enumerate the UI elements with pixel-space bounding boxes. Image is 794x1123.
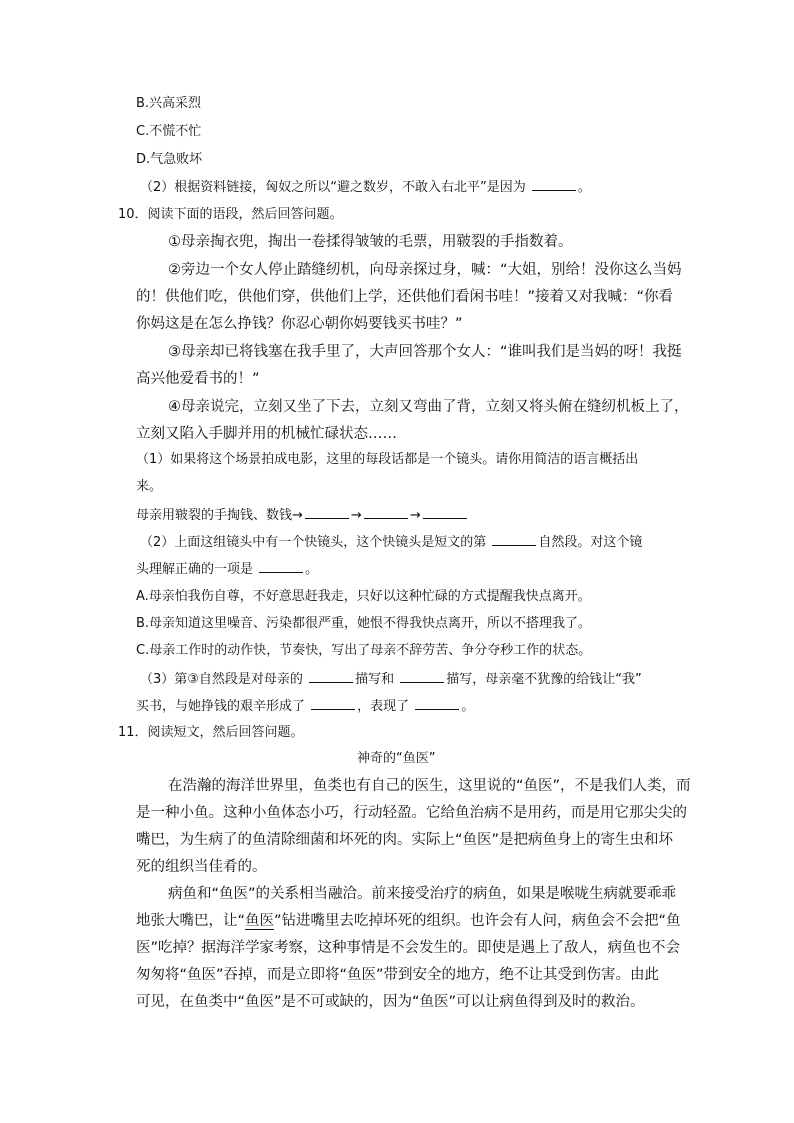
answer-blank[interactable] <box>305 506 349 519</box>
q10-sub2-line <box>140 533 642 552</box>
article-title: 神奇的“鱼医” <box>357 751 436 766</box>
sub3-text: 描写，母亲毫不犹豫的给钱让“我” <box>446 672 642 687</box>
q10-sub3-line <box>140 670 642 689</box>
q11-paragraph-1-line: 是一种小鱼。这种小鱼体态小巧，行动轻盈。它给鱼治病不是用药，而是用它那尖尖的 <box>136 805 687 821</box>
q10-sub1-line: 来。 <box>136 479 163 494</box>
q10-option-a: A.母亲怕我伤自尊，不好意思赶我走，只好以这种忙碌的方式提醒我快点离开。 <box>136 589 591 604</box>
q11-paragraph-1-line: 死的组织当佳肴的。 <box>136 859 267 875</box>
q11-paragraph-2-line: 匆匆将“鱼医”吞掉，而是立即将“鱼医”带到安全的地方，绝不让其受到伤害。由此 <box>136 967 660 983</box>
sub3-text: ，表现了 <box>357 699 410 714</box>
q10-sub1-chain <box>136 506 469 525</box>
answer-blank[interactable] <box>492 533 536 546</box>
q9-sub2-text: （2）根据资料链接，匈奴之所以“避之数岁，不敢入右北平”是因为 <box>140 180 526 195</box>
answer-blank[interactable] <box>311 697 355 710</box>
sub2-text: 头理解正确的一项是 <box>136 562 254 577</box>
q10-sub1-line: （1）如果将这个场景拍成电影，这里的每段话都是一个镜头。请你用简洁的语言概括出 <box>136 452 639 467</box>
q10-paragraph-3-line: ③母亲却已将钱塞在我手里了，大声回答那个女人：“谁叫我们是当妈的呀！我挺 <box>168 344 682 360</box>
chain-start: 母亲用皲裂的手掏钱、数钱 <box>136 508 293 523</box>
sub3-text: （3）第③自然段是对母亲的 <box>140 672 303 687</box>
underlined-term: 鱼医 <box>245 913 275 929</box>
answer-blank[interactable] <box>400 670 444 683</box>
q10-paragraph-3-line: 高兴他爱看书的！” <box>136 371 260 387</box>
sub3-text: 买书，与她挣钱的艰辛形成了 <box>136 699 306 714</box>
p2-text: ”钻进嘴里去吃掉坏死的组织。也许会有人问，病鱼会不会把“鱼 <box>274 913 681 929</box>
q11-stem: 11．阅读短文，然后回答问题。 <box>118 725 304 740</box>
sub3-text: 描写和 <box>355 672 395 687</box>
q10-paragraph-4-line: ④母亲说完，立刻又坐了下去，立刻又弯曲了背，立刻又将头俯在缝纫机板上了， <box>168 399 689 415</box>
q11-paragraph-1-line: 嘴巴，为生病了的鱼清除细菌和坏死的肉。实际上“鱼医”是把病鱼身上的寄生虫和坏 <box>136 832 674 848</box>
sub2-text: （2）上面这组镜头中有一个快镜头，这个快镜头是短文的第 <box>140 535 487 550</box>
answer-blank[interactable] <box>423 506 467 519</box>
q11-paragraph-2-line: 病鱼和“鱼医”的关系相当融洽。前来接受治疗的病鱼，如果是喉咙生病就要乖乖 <box>168 886 677 902</box>
p2-text: 地张大嘴巴，让“ <box>136 913 246 929</box>
answer-blank[interactable] <box>309 670 353 683</box>
q11-paragraph-2-line: 可见，在鱼类中“鱼医”是不可或缺的，因为“鱼医”可以让病鱼得到及时的救治。 <box>136 994 645 1010</box>
q9-option-d: D.气急败坏 <box>136 152 203 167</box>
q10-sub2-line <box>136 560 318 579</box>
answer-blank[interactable] <box>415 697 459 710</box>
q9-subquestion-2 <box>140 178 591 197</box>
q10-paragraph-1: ①母亲掏衣兜，掏出一卷揉得皱皱的毛票，用皲裂的手指数着。 <box>168 234 573 250</box>
q11-paragraph-2-line: 医”吃掉？据海洋学家考察，这种事情是不会发生的。即使是遇上了敌人，病鱼也不会 <box>136 940 681 956</box>
arrow-icon: → <box>292 508 303 523</box>
q10-option-c: C.母亲工作时的动作快，节奏快，写出了母亲不辞劳苦、争分夺秒工作的状态。 <box>136 643 592 658</box>
q10-paragraph-2-line: 你妈这是在怎么挣钱？你忍心朝你妈要钱买书哇？” <box>136 316 463 332</box>
q9-sub2-end: 。 <box>577 180 591 195</box>
sub2-text: 自然段。对这个镜 <box>538 535 643 550</box>
answer-blank[interactable] <box>259 560 303 573</box>
arrow-icon: → <box>350 508 362 523</box>
answer-blank[interactable] <box>532 178 576 191</box>
arrow-icon: → <box>409 508 421 523</box>
answer-blank[interactable] <box>364 506 408 519</box>
q10-stem: 10．阅读下面的语段，然后回答问题。 <box>118 207 343 222</box>
q10-option-b: B.母亲知道这里噪音、污染都很严重，她恨不得我快点离开，所以不搭理我了。 <box>136 616 592 631</box>
sub3-period: 。 <box>461 699 475 714</box>
q10-paragraph-2-line: 的！供他们吃，供他们穿，供他们上学，还供他们看闲书哇！”接着又对我喊：“你看 <box>136 289 674 305</box>
q11-paragraph-2-line <box>136 911 681 931</box>
sub2-period: 。 <box>305 562 319 577</box>
q11-paragraph-1-line: 在浩瀚的海洋世界里，鱼类也有自己的医生，这里说的“鱼医”，不是我们人类，而 <box>168 778 691 794</box>
q10-paragraph-4-line: 立刻又陷入手脚并用的机械忙碌状态…… <box>136 426 397 442</box>
q9-option-c: C.不慌不忙 <box>136 124 202 139</box>
q10-paragraph-2-line: ②旁边一个女人停止踏缝纫机，向母亲探过身，喊：“大姐，别给！没你这么当妈 <box>168 262 682 278</box>
q10-sub3-line <box>136 697 474 716</box>
q9-option-b: B.兴高采烈 <box>136 96 202 111</box>
